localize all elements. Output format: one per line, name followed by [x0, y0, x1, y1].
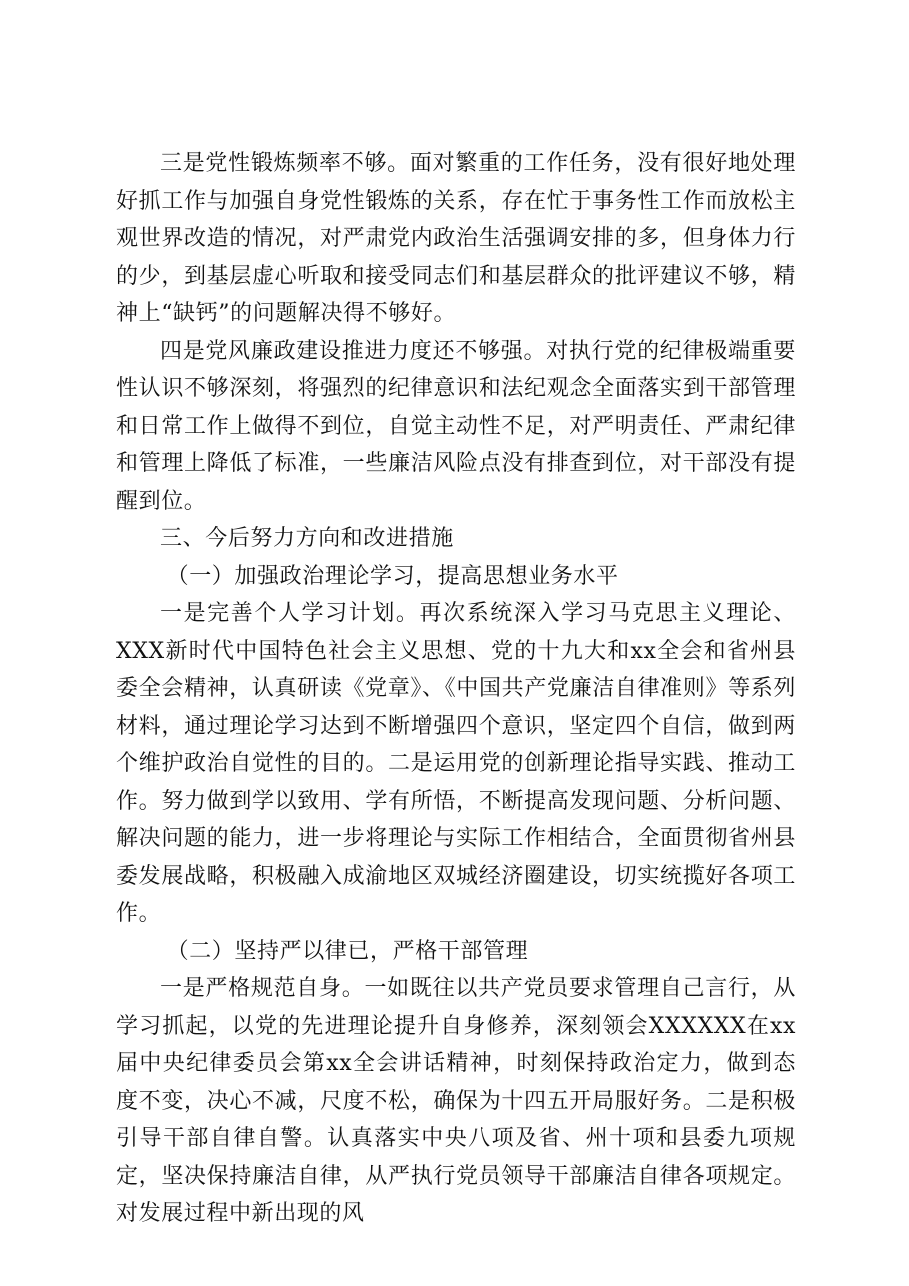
paragraph-self-regulation: 一是严格规范自身。一如既往以共产党员要求管理自己言行，从学习抓起，以党的先进理论提升自身修养，深刻领会XXXXXX在xx届中央纪律委员会第xx全会讲话精神，时刻保持政治定力，做到态度不变，决心不减，尺度不松，确保为十四五开局服好务。二是积极引导干部自律自警。认真落实中央八项及省、州十项和县委九项规定，坚决保持廉洁自律，从严执行党员领导干部廉洁自律各项规定。对发展过程中新出现的风: [116, 976, 796, 1226]
section-heading-improvement-measures: 三、今后努力方向和改进措施: [160, 526, 454, 551]
paragraph-study-plan: 一是完善个人学习计划。再次系统深入学习马克思主义理论、XXX新时代中国特色社会主义思想、党的十九大和xx全会和省州县委全会精神，认真研读《党章》、《中国共产党廉洁自律准则》等系列材料，通过理论学习达到不断增强四个意识，坚定四个自信，做到两个维护政治自觉性的目的。二是运用党的创新理论指导实践、推动工作。努力做到学以致用、学有所悟，不断提高发现问题、分析问题、解决问题的能力，进一步将理论与实际工作相结合，全面贯彻省州县委发展战略，积极融入成渝地区双城经济圈建设，切实统揽好各项工作。: [116, 601, 796, 926]
paragraph-clean-governance: 四是党风廉政建设推进力度还不够强。对执行党的纪律极端重要性认识不够深刻，将强烈的纪律意识和法纪观念全面落实到干部管理和日常工作上做得不到位，自觉主动性不足，对严明责任、严肃纪律和管理上降低了标准，一些廉洁风险点没有排查到位，对干部没有提醒到位。: [116, 338, 796, 514]
paragraph-party-spirit-training: 三是党性锻炼频率不够。面对繁重的工作任务，没有很好地处理好抓工作与加强自身党性锻炼的关系，存在忙于事务性工作而放松主观世界改造的情况，对严肃党内政治生活强调安排的多，但身体力行的少，到基层虚心听取和接受同志们和基层群众的批评建议不够，精神上“缺钙”的问题解决得不够好。: [116, 151, 796, 326]
subsection-heading-self-discipline: （二）坚持严以律已，严格干部管理: [166, 938, 529, 964]
subsection-heading-theory-study: （一）加强政治理论学习，提高思想业务水平: [166, 563, 619, 589]
document-body: [116, 145, 796, 1233]
